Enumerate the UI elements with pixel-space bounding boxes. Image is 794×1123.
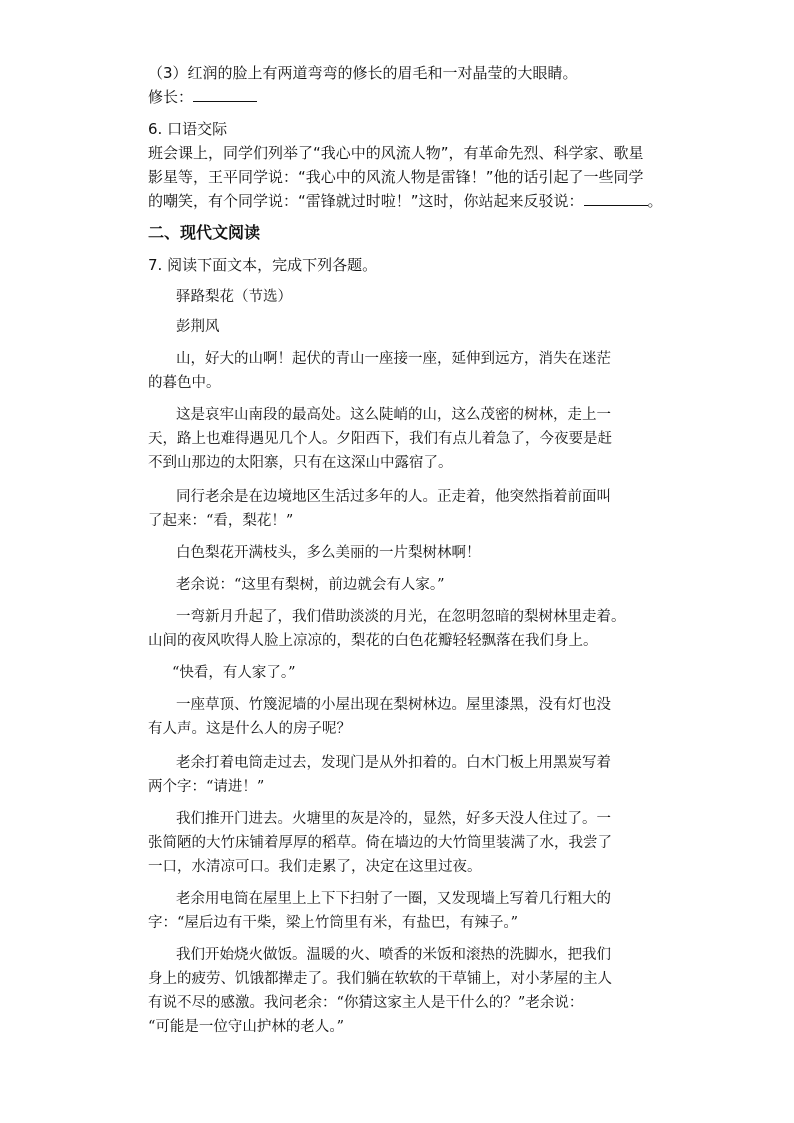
article-line: 这是哀牢山南段的最高处。这么陡峭的山，这么茂密的树林，走上一 [176,407,611,423]
article-line: 的暮色中。 [148,375,221,391]
article-line: 张简陋的大竹床铺着厚厚的稻草。倚在墙边的大竹筒里装满了水，我尝了 [148,835,612,851]
q5-item3-label: 修长： [148,88,194,106]
section-heading: 二、现代文阅读 [148,223,261,242]
article-line: 同行老余是在边境地区生活过多年的人。正走着，他突然指着前面叫 [176,489,611,505]
article-line: 我们推开门进去。火塘里的灰是冷的，显然，好多天没人住过了。一 [176,811,611,827]
article-title: 驿路梨花（节选） [176,289,292,305]
article-line: 不到山那边的太阳寨，只有在这深山中露宿了。 [148,455,453,471]
q6-title: 6. 口语交际 [148,120,228,138]
article-line: 两个字：“请进！” [148,779,265,795]
q5-item3-blank[interactable] [193,86,257,102]
q6-answer-blank[interactable] [584,190,648,206]
q6-line-3-wrap [148,190,663,212]
article-line: 一座草顶、竹篾泥墙的小屋出现在梨树林边。屋里漆黑，没有灯也没 [176,697,611,713]
q5-item3-answer-line [148,86,257,108]
article-line: 白色梨花开满枝头，多么美丽的一片梨树林啊！ [176,545,481,561]
article-line: 字：“屋后边有干柴，梁上竹筒里有米，有盐巴，有辣子。” [148,915,519,931]
article-line: 有说不尽的感激。我问老余：“你猜这家主人是干什么的？”老余说： [148,995,584,1011]
q5-item3-sentence: （3）红润的脸上有两道弯弯的修长的眉毛和一对晶莹的大眼睛。 [148,64,578,82]
q6-line-1: 班会课上，同学们列举了“我心中的风流人物”，有革命先烈、科学家、歌星 [148,144,644,162]
article-line: 山，好大的山啊！起伏的青山一座接一座，延伸到远方，消失在迷茫 [176,351,611,367]
article-line: 天，路上也难得遇见几个人。夕阳西下，我们有点儿着急了，今夜要是赶 [148,431,612,447]
article-line: 了起来：“看，梨花！” [148,513,294,529]
article-line: 我们开始烧火做饭。温暖的火、喷香的米饭和滚热的洗脚水，把我们 [176,947,611,963]
article-line: 身上的疲劳、饥饿都撵走了。我们躺在软软的干草铺上，对小茅屋的主人 [148,971,612,987]
article-author: 彭荆风 [176,319,220,335]
article-line: 老余用电筒在屋里上上下下扫射了一圈，又发现墙上写着几行粗大的 [176,891,611,907]
q7-prompt: 7. 阅读下面文本，完成下列各题。 [148,256,378,274]
article-line: 一口，水清凉可口。我们走累了，决定在这里过夜。 [148,859,482,875]
article-line: 有人声。这是什么人的房子呢？ [148,721,351,737]
q6-line-3: 的嘲笑，有个同学说：“雷锋就过时啦！”这时，你站起来反驳说： [148,192,584,210]
article-line: 老余说：“这里有梨树，前边就会有人家。” [176,577,445,593]
q6-end-mark: 。 [647,192,663,210]
article-line: “可能是一位守山护林的老人。” [148,1019,345,1035]
q6-line-2: 影星等，王平同学说：“我心中的风流人物是雷锋！”他的话引起了一些同学 [148,168,644,186]
article-line: 山间的夜风吹得人脸上凉凉的，梨花的白色花瓣轻轻飘落在我们身上。 [148,633,598,649]
article-line: 老余打着电筒走过去，发现门是从外扣着的。白木门板上用黑炭写着 [176,755,611,771]
article-line: 一弯新月升起了，我们借助淡淡的月光，在忽明忽暗的梨树林里走着。 [176,609,626,625]
article-line: “快看，有人家了。” [172,665,296,681]
